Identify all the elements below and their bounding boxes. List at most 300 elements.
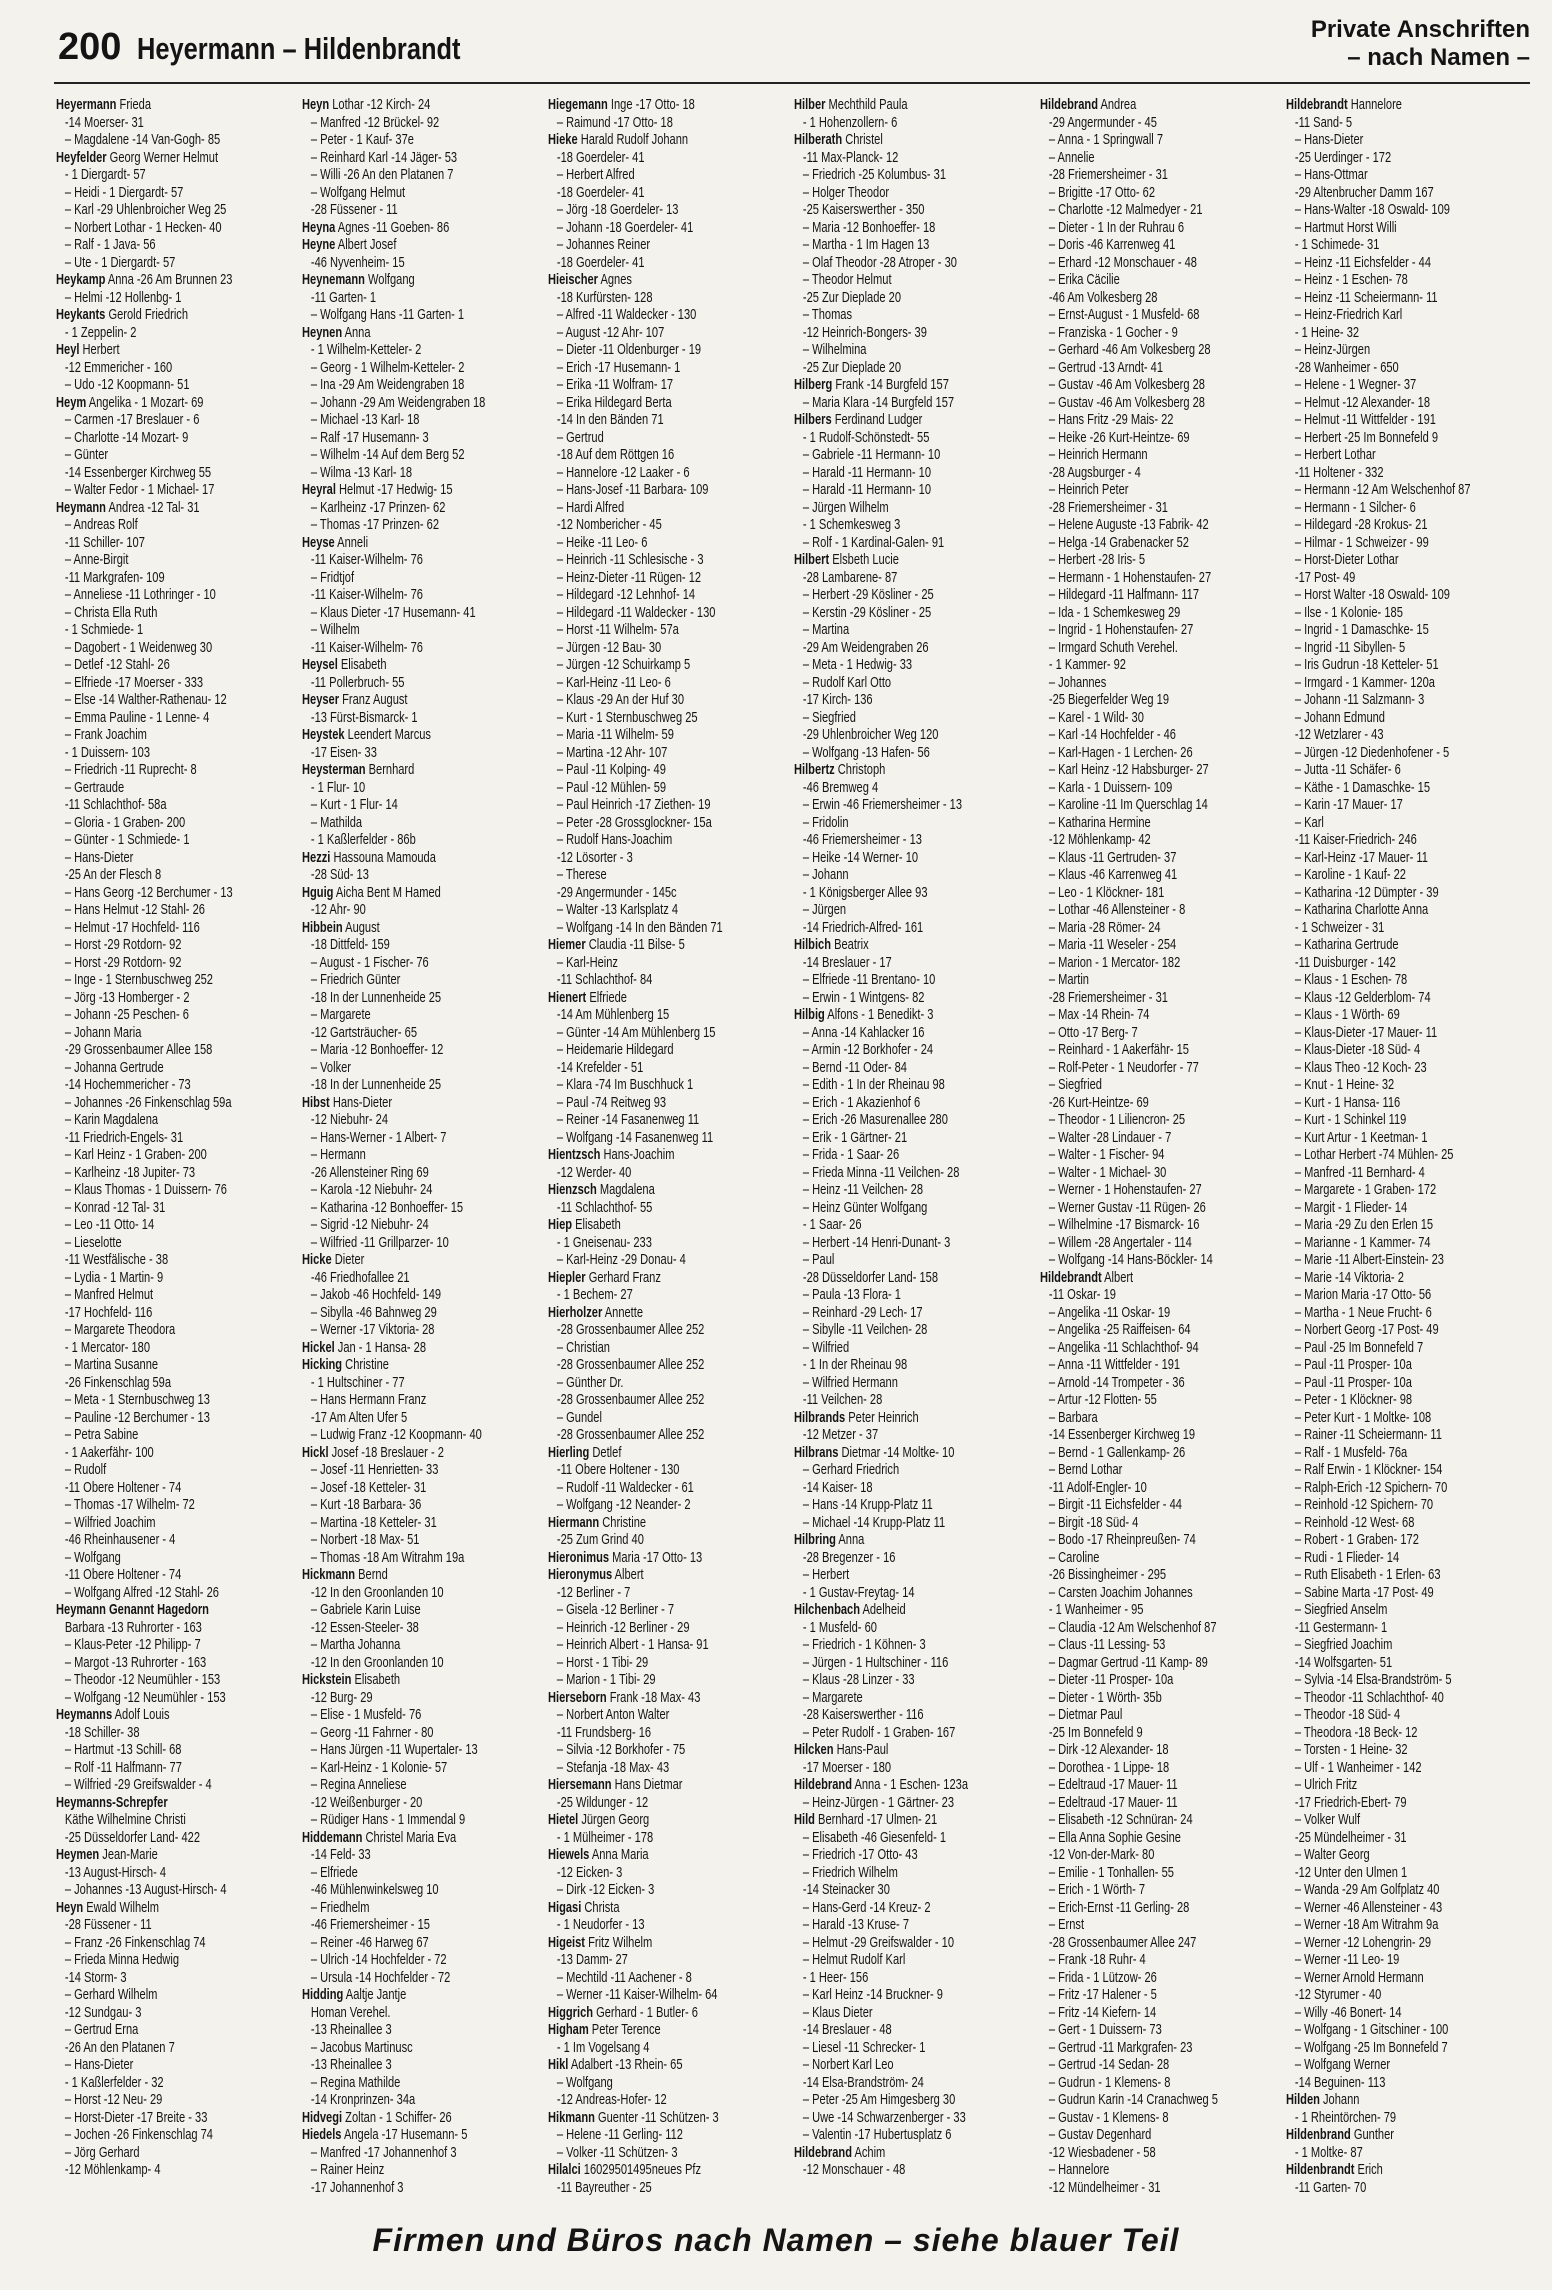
- entry-subline: – Martina -12 Ahr- 107: [556, 743, 668, 761]
- directory-entry: [302, 1671, 544, 1689]
- entry-subline: – Margot -13 Ruhrorter - 163: [64, 1653, 207, 1671]
- entry-subline: – August -12 Ahr- 107: [556, 323, 665, 341]
- entry-subline: - 1 Duissern- 103: [64, 743, 151, 761]
- entry-subline: – Horst -29 Rotdorn- 92: [64, 953, 182, 971]
- entry-subline: -14 Kronprinzen- 34a: [310, 2091, 416, 2108]
- entry-subline: -26 Finkenschlag 59a: [64, 1373, 172, 1391]
- surname: Hicking: [302, 1356, 343, 1373]
- directory-entry: [302, 481, 544, 499]
- entry-subline: -17 Johannenhof 3: [310, 2178, 404, 2196]
- entry-subline: – Rolf - 1 Kardinal-Galen- 91: [802, 533, 945, 551]
- entry-subline: – Caroline: [1048, 1548, 1100, 1566]
- entry-subline: – Elfriede -11 Brentano- 10: [802, 971, 936, 988]
- entry-subline: -11 Holtener - 332: [1294, 463, 1384, 481]
- entry-subline: -13 Fürst-Bismarck- 1: [310, 708, 418, 726]
- entry-subline: – Heike -26 Kurt-Heintze- 69: [1048, 428, 1190, 446]
- entry-subline: – Friedrich -11 Ruprecht- 8: [64, 761, 197, 778]
- entry-detail: Leendert Marcus: [344, 726, 431, 743]
- entry-subline: – Margarete Theodora: [64, 1321, 176, 1338]
- surname: Hilbers: [794, 411, 832, 428]
- entry-subline: – Magdalene -14 Van-Gogh- 85: [64, 131, 221, 148]
- entry-subline: – Klaus - 1 Wörth- 69: [1294, 1006, 1400, 1023]
- entry-subline: -17 Post- 49: [1294, 568, 1356, 586]
- entry-subline: – Maria -29 Zu den Erlen 15: [1294, 1216, 1434, 1233]
- directory-entry: [548, 1899, 790, 1917]
- entry-detail: Anna -26 Am Brunnen 23: [105, 271, 233, 288]
- directory-entry: [1040, 96, 1282, 114]
- entry-subline: – Angelika -11 Schlachthof- 94: [1048, 1338, 1199, 1356]
- entry-detail: Andrea -12 Tal- 31: [105, 498, 200, 516]
- directory-entry: [1286, 2126, 1528, 2144]
- entry-subline: – Arnold -14 Trompeter - 36: [1048, 1373, 1185, 1391]
- entry-subline: – Iris Gudrun -18 Ketteler- 51: [1294, 656, 1439, 673]
- entry-subline: -11 Schlachthof- 84: [556, 971, 653, 988]
- entry-subline: – Helmi -12 Hollenbg- 1: [64, 288, 182, 306]
- entry-subline: – Fritz -17 Halener - 5: [1048, 1986, 1157, 2003]
- entry-detail: Anna: [342, 323, 371, 341]
- entry-subline: – Peter Kurt - 1 Moltke- 108: [1294, 1408, 1432, 1426]
- entry-subline: – Horst -29 Rotdorn- 92: [64, 936, 182, 953]
- entry-subline: – Claus -11 Lessing- 53: [1048, 1636, 1166, 1653]
- entry-subline: -28 Kaiserswerther - 116: [802, 1706, 924, 1723]
- entry-subline: – Maria -28 Römer- 24: [1048, 918, 1161, 936]
- entry-subline: – Jürgen -12 Schuirkamp 5: [556, 656, 691, 673]
- entry-subline: - 1 Kaßlerfelder - 86b: [310, 831, 416, 848]
- entry-subline: – Katharina -12 Bonhoeffer- 15: [310, 1198, 464, 1216]
- entry-subline: – Hermann: [310, 1146, 366, 1163]
- entry-detail: Jan - 1 Hansa- 28: [334, 1338, 427, 1356]
- entry-subline: – Ingrid - 1 Hohenstaufen- 27: [1048, 621, 1194, 638]
- entry-subline: – Regina Mathilde: [310, 2073, 401, 2091]
- entry-detail: Christine: [342, 1356, 389, 1373]
- directory-entry: [56, 96, 298, 114]
- surname: Heyn: [302, 96, 330, 113]
- entry-subline: - 1 Im Vogelsang 4: [556, 2038, 650, 2056]
- directory-entry: [302, 1566, 544, 1584]
- listing-column: [548, 96, 790, 2196]
- entry-subline: – Wilfried Joachim: [64, 1513, 156, 1531]
- entry-subline: – Hildegard -12 Lehnhof- 14: [556, 586, 696, 603]
- entry-subline: – Hans-Ottmar: [1294, 166, 1368, 183]
- entry-subline: – Johann: [802, 866, 849, 883]
- directory-entry: [1286, 2091, 1528, 2109]
- surname: Hientzsch: [548, 1146, 601, 1163]
- entry-subline: – Inge - 1 Sternbuschweg 252: [64, 971, 213, 988]
- entry-subline: – Friedrich -25 Kolumbus- 31: [802, 166, 947, 183]
- entry-subline: – Erich - 1 Wörth- 7: [1048, 1881, 1146, 1898]
- entry-subline: – Friedrich Wilhelm: [802, 1863, 898, 1881]
- entry-subline: – Fridolin: [802, 813, 849, 831]
- entry-subline: – Theodor Helmut: [802, 271, 892, 288]
- entry-subline: – Olaf Theodor -28 Atroper - 30: [802, 253, 957, 271]
- directory-entry: [302, 1094, 544, 1112]
- entry-subline: – Hans-Dieter: [64, 2056, 134, 2073]
- entry-subline: -14 In den Bänden 71: [556, 411, 664, 428]
- entry-subline: – Reinhard Karl -14 Jäger- 53: [310, 148, 458, 166]
- directory-entry: [56, 149, 298, 167]
- surname: Hildebrandt: [1040, 1268, 1102, 1286]
- entry-subline: -25 Zur Dieplade 20: [802, 288, 901, 306]
- entry-subline: - 1 Hultschiner - 77: [310, 1373, 405, 1391]
- entry-subline: -14 Breslauer - 48: [802, 2021, 892, 2038]
- surname: Heymann: [56, 498, 106, 516]
- entry-subline: -12 Heinrich-Bongers- 39: [802, 323, 927, 341]
- entry-subline: – Hartmut Horst Willi: [1294, 218, 1397, 236]
- surname: Hikmann: [548, 2108, 595, 2126]
- entry-subline: – Herbert -14 Henri-Dunant- 3: [802, 1233, 951, 1251]
- surname: Heysterman: [302, 761, 366, 778]
- entry-subline: -12 Lösorter - 3: [556, 848, 633, 866]
- entry-subline: – Johannes: [1048, 673, 1107, 691]
- surname: Heyse: [302, 533, 335, 551]
- entry-subline: – Manfred -17 Johannenhof 3: [310, 2143, 457, 2161]
- entry-subline: – Manfred -11 Bernhard- 4: [1294, 1163, 1425, 1181]
- entry-subline: -17 Kirch- 136: [802, 691, 873, 708]
- surname: Hiep: [548, 1216, 573, 1233]
- entry-subline: -14 Feld- 33: [310, 1846, 371, 1863]
- surname: Hieke: [548, 131, 578, 148]
- directory-entry: [548, 1304, 790, 1322]
- entry-subline: – Torsten - 1 Heine- 32: [1294, 1741, 1408, 1758]
- entry-subline: – Anna - 1 Springwall 7: [1048, 131, 1164, 148]
- entry-subline: – Barbara: [1048, 1408, 1098, 1426]
- entry-subline: -12 Berliner - 7: [556, 1583, 631, 1601]
- surname: Heyn: [56, 1898, 84, 1916]
- entry-subline: -14 Beguinen- 113: [1294, 2073, 1386, 2091]
- entry-subline: – Johann -25 Peschen- 6: [64, 1006, 189, 1023]
- entry-subline: – Christian: [556, 1338, 610, 1356]
- entry-subline: – Kurt - 1 Schinkel 119: [1294, 1111, 1407, 1128]
- directory-entry: [302, 656, 544, 674]
- entry-subline: – Anna -11 Wittfelder - 191: [1048, 1356, 1181, 1373]
- entry-subline: – Heinz-Dieter -11 Rügen- 12: [556, 568, 702, 586]
- entry-subline: – Ulrich -14 Hochfelder - 72: [310, 1951, 447, 1968]
- entry-subline: – Wolfgang Hans -11 Garten- 1: [310, 306, 465, 323]
- surname: Higgrich: [548, 2003, 594, 2021]
- listing-column: [302, 96, 544, 2196]
- entry-subline: -14 Kaiser- 18: [802, 1478, 873, 1496]
- directory-entry: [548, 1689, 790, 1707]
- entry-subline: -25 Biegerfelder Weg 19: [1048, 691, 1170, 708]
- entry-subline: – Werner -17 Viktoria- 28: [310, 1321, 435, 1338]
- entry-subline: – Peter -25 Am Himgesberg 30: [802, 2091, 956, 2108]
- entry-subline: - 1 Flur- 10: [310, 778, 366, 796]
- entry-subline: – Heidemarie Hildegard: [556, 1041, 674, 1058]
- entry-detail: Anna: [835, 1531, 865, 1548]
- entry-detail: Adalbert -13 Rhein- 65: [568, 2056, 683, 2073]
- entry-subline: – Therese: [556, 866, 607, 883]
- entry-subline: – Hilmar - 1 Schweizer - 99: [1294, 533, 1429, 551]
- entry-subline: -12 Mündelheimer - 31: [1048, 2178, 1161, 2196]
- entry-subline: – Edith - 1 In der Rheinau 98: [802, 1076, 945, 1093]
- entry-subline: – Reinhard -29 Lech- 17: [802, 1303, 923, 1321]
- surname: Hilbig: [794, 1006, 825, 1023]
- entry-detail: Helmut -17 Hedwig- 15: [335, 481, 453, 498]
- entry-subline: – Ralf - 1 Java- 56: [64, 236, 156, 253]
- entry-subline: – Walter - 1 Michael- 30: [1048, 1163, 1167, 1181]
- listing-columns: [56, 96, 1532, 2196]
- entry-subline: -18 Schiller- 38: [64, 1723, 140, 1741]
- entry-subline: – Dietmar Paul: [1048, 1706, 1123, 1723]
- entry-subline: -12 Burg- 29: [310, 1688, 373, 1706]
- surname: Hierseborn: [548, 1688, 607, 1706]
- surname: Hieronymus: [548, 1566, 613, 1583]
- entry-subline: – Wilma -13 Karl- 18: [310, 463, 413, 481]
- entry-subline: – Norbert Georg -17 Post- 49: [1294, 1321, 1439, 1338]
- entry-subline: – Josef -11 Henrietten- 33: [310, 1461, 439, 1478]
- entry-subline: -14 Friedrich-Alfred- 161: [802, 918, 924, 936]
- entry-subline: – Johann -18 Goerdeler- 41: [556, 218, 694, 236]
- entry-subline: – Heinz Günter Wolfgang: [802, 1198, 928, 1216]
- entry-subline: – Reinhold -12 Spichern- 70: [1294, 1496, 1434, 1513]
- directory-entry: [302, 1444, 544, 1462]
- entry-detail: Bernhard -17 Ulmen- 21: [814, 1811, 938, 1828]
- entry-subline: – Hans-Josef -11 Barbara- 109: [556, 481, 709, 498]
- entry-detail: Detlef: [589, 1443, 622, 1461]
- entry-subline: – Michael -14 Krupp-Platz 11: [802, 1513, 946, 1531]
- entry-subline: – Hildegard -11 Halfmann- 117: [1048, 586, 1200, 603]
- entry-subline: – Irmgard Schuth Verehel.: [1048, 638, 1178, 656]
- entry-subline: – Theodor -11 Schlachthof- 40: [1294, 1688, 1444, 1706]
- surname: Hilbert: [794, 551, 830, 568]
- entry-subline: – Emma Pauline - 1 Lenne- 4: [64, 708, 210, 726]
- entry-detail: Claudia -11 Bilse- 5: [585, 936, 685, 953]
- entry-subline: – Karel - 1 Wild- 30: [1048, 708, 1144, 726]
- entry-subline: – Sabine Marta -17 Post- 49: [1294, 1583, 1434, 1601]
- entry-subline: - 1 Neudorfer - 13: [556, 1916, 645, 1933]
- entry-subline: – Marion - 1 Tibi- 29: [556, 1671, 656, 1688]
- entry-subline: – Dieter - 1 Wörth- 35b: [1048, 1688, 1162, 1706]
- entry-subline: -29 Angermunder - 145c: [556, 883, 677, 901]
- entry-subline: – Wilhelm: [310, 621, 360, 638]
- entry-subline: – Hans-Gerd -14 Kreuz- 2: [802, 1898, 931, 1916]
- entry-subline: -14 Hochemmericher - 73: [64, 1076, 191, 1093]
- entry-subline: – Karl -29 Uhlenbroicher Weg 25: [64, 201, 227, 218]
- entry-subline: – Gudrun Karin -14 Cranachweg 5: [1048, 2091, 1218, 2108]
- entry-subline: -29 Angermunder - 45: [1048, 113, 1157, 131]
- entry-subline: – Erich -26 Masurenallee 280: [802, 1111, 948, 1128]
- entry-subline: – Dirk -12 Eicken- 3: [556, 1881, 655, 1898]
- directory-entry: [548, 1934, 790, 1952]
- entry-subline: -28 Grossenbaumer Allee 247: [1048, 1933, 1197, 1951]
- entry-subline: – Gertrud Erna: [64, 2021, 139, 2038]
- entry-subline: – Johann Maria: [64, 1023, 142, 1041]
- surname: Hieischer: [548, 271, 598, 288]
- entry-detail: Hassouna Mamouda: [330, 848, 436, 866]
- directory-entry: [548, 989, 790, 1007]
- directory-entry: [794, 1006, 1036, 1024]
- entry-subline: – Jürgen -12 Diedenhofener - 5: [1294, 743, 1450, 761]
- surname: Hilbrands: [794, 1408, 846, 1426]
- entry-subline: -11 Bayreuther - 25: [556, 2178, 652, 2196]
- header-rule: [54, 82, 1530, 84]
- entry-detail: Elisabeth: [351, 1671, 401, 1688]
- surname: Heyral: [302, 481, 336, 498]
- entry-subline: – Karl-Heinz -17 Mauer- 11: [1294, 848, 1428, 866]
- entry-subline: -17 Friedrich-Ebert- 79: [1294, 1793, 1407, 1811]
- entry-subline: – Kurt - 1 Sternbuschweg 25: [556, 708, 698, 726]
- entry-subline: – Klaus -11 Gertruden- 37: [1048, 848, 1177, 866]
- directory-entry: [548, 936, 790, 954]
- entry-subline: -46 Mühlenwinkelsweg 10: [310, 1881, 439, 1898]
- entry-subline: – Erich-Ernst -11 Gerling- 28: [1048, 1898, 1190, 1916]
- surname: Hiemer: [548, 936, 586, 953]
- entry-subline: – Gertraude: [64, 778, 125, 796]
- surname: Heynen: [302, 323, 343, 341]
- entry-subline: – Frank -18 Ruhr- 4: [1048, 1951, 1146, 1968]
- surname: Heymanns-Schrepfer: [56, 1793, 168, 1811]
- entry-subline: – Hildegard -28 Krokus- 21: [1294, 516, 1428, 533]
- entry-detail: Agnes: [597, 271, 632, 288]
- entry-subline: – Karl-Hagen - 1 Lerchen- 26: [1048, 743, 1193, 761]
- entry-subline: – Herbert -28 Iris- 5: [1048, 551, 1146, 568]
- entry-subline: – Gudrun - 1 Klemens- 8: [1048, 2073, 1171, 2091]
- entry-subline: – Heike -11 Leo- 6: [556, 533, 648, 551]
- directory-entry: [794, 376, 1036, 394]
- entry-subline: – Knut - 1 Heine- 32: [1294, 1076, 1395, 1093]
- entry-subline: – Elfriede -17 Moerser - 333: [64, 673, 204, 691]
- entry-subline: – Katharina Gertrude: [1294, 936, 1399, 953]
- entry-subline: – Alfred -11 Waldecker - 130: [556, 306, 697, 323]
- entry-subline: – Kerstin -29 Kösliner - 25: [802, 603, 932, 621]
- entry-subline: – Heinz - 1 Eschen- 78: [1294, 271, 1408, 288]
- entry-subline: - 1 Saar- 26: [802, 1216, 862, 1233]
- surname: Hilberath: [794, 131, 843, 148]
- entry-subline: -25 Zur Dieplade 20: [802, 358, 901, 376]
- entry-detail: Dietmar -14 Moltke- 10: [838, 1443, 955, 1461]
- surname: Hidding: [302, 1986, 344, 2003]
- surname: Hierholzer: [548, 1303, 603, 1321]
- entry-subline: – Erich - 1 Akazienhof 6: [802, 1093, 921, 1111]
- entry-subline: -11 Max-Planck- 12: [802, 148, 899, 166]
- entry-detail: Dieter: [331, 1251, 365, 1268]
- entry-subline: - 1 Gustav-Freytag- 14: [802, 1583, 915, 1601]
- surname: Hildebrand: [1040, 96, 1098, 113]
- surname: Hiegemann: [548, 96, 608, 113]
- surname: Heysel: [302, 656, 338, 673]
- directory-entry: [302, 1829, 544, 1847]
- entry-subline: – Horst -11 Wilhelm- 57a: [556, 621, 679, 638]
- entry-subline: – Lothar Herbert -74 Mühlen- 25: [1294, 1146, 1454, 1163]
- entry-detail: Frank -14 Burgfeld 157: [832, 376, 949, 393]
- entry-subline: – Marie -14 Viktoria- 2: [1294, 1268, 1404, 1286]
- surname: Hguig: [302, 883, 334, 901]
- entry-subline: -11 Garten- 70: [1294, 2178, 1367, 2196]
- entry-subline: – Erika -11 Wolfram- 17: [556, 376, 674, 393]
- footer-note: Firmen und Büros nach Namen – siehe blauer Teil: [372, 2222, 1180, 2258]
- entry-subline: – Ernst: [1048, 1916, 1085, 1933]
- entry-subline: – Karl -14 Hochfelder - 46: [1048, 726, 1176, 743]
- directory-entry: [1040, 1269, 1282, 1287]
- entry-subline: – Rudolf -11 Waldecker - 61: [556, 1478, 694, 1496]
- surname: Heykants: [56, 306, 106, 323]
- directory-entry: [794, 1776, 1036, 1794]
- entry-detail: Hans-Dieter: [329, 1093, 393, 1111]
- entry-detail: Christoph: [834, 761, 886, 778]
- entry-subline: – Paul -12 Mühlen- 59: [556, 778, 667, 796]
- entry-subline: – Martina: [802, 621, 850, 638]
- entry-subline: – Martha - 1 Im Hagen 13: [802, 236, 930, 253]
- entry-subline: -25 Düsseldorfer Land- 422: [64, 1828, 201, 1846]
- entry-subline: -46 Friemersheimer - 15: [310, 1916, 430, 1933]
- entry-subline: -11 Schlachthof- 55: [556, 1198, 653, 1216]
- entry-subline: – Sylvia -14 Elsa-Brandström- 5: [1294, 1671, 1452, 1688]
- surname: Hickel: [302, 1338, 335, 1356]
- entry-subline: -14 Storm- 3: [64, 1968, 127, 1986]
- entry-subline: -18 Goerdeler- 41: [556, 183, 645, 201]
- entry-subline: – Klaus -29 An der Huf 30: [556, 691, 684, 708]
- entry-subline: – Margarete: [310, 1006, 371, 1023]
- directory-entry: [548, 1181, 790, 1199]
- entry-subline: – Klaus Theo -12 Koch- 23: [1294, 1058, 1427, 1076]
- directory-entry: [302, 1356, 544, 1374]
- entry-subline: – Elisabeth -46 Giesenfeld- 1: [802, 1828, 947, 1846]
- entry-subline: – Thomas: [802, 306, 853, 323]
- entry-subline: -18 Kurfürsten- 128: [556, 288, 653, 306]
- surname: Hicke: [302, 1251, 332, 1268]
- entry-subline: -12 Ahr- 90: [310, 901, 366, 918]
- entry-subline: – Walter - 1 Fischer- 94: [1048, 1146, 1165, 1163]
- directory-entry: [302, 849, 544, 867]
- surname: Hezzi: [302, 848, 331, 866]
- entry-detail: Anna Maria: [589, 1846, 649, 1863]
- entry-subline: – Heidi - 1 Diergardt- 57: [64, 183, 184, 201]
- entry-subline: -14 Krefelder - 51: [556, 1058, 644, 1076]
- entry-subline: -12 Wetzlarer - 43: [1294, 726, 1384, 743]
- directory-entry: [548, 2109, 790, 2127]
- entry-detail: Adolf Louis: [112, 1706, 170, 1723]
- entry-subline: Homan Verehel.: [310, 2003, 391, 2021]
- entry-subline: - 1 Mercator- 180: [64, 1338, 151, 1356]
- entry-subline: – Kurt - 1 Flur- 14: [310, 796, 398, 813]
- entry-subline: -13 August-Hirsch- 4: [64, 1863, 167, 1881]
- entry-subline: – Heinz-Jürgen: [1294, 341, 1371, 358]
- surname: Hickstein: [302, 1671, 352, 1688]
- directory-entry: [302, 96, 544, 114]
- entry-subline: – Karl: [1294, 813, 1324, 831]
- surname: Hiersemann: [548, 1776, 612, 1793]
- entry-subline: – Willy -46 Bonert- 14: [1294, 2003, 1402, 2021]
- entry-subline: – Gustav Degenhard: [1048, 2126, 1152, 2143]
- entry-subline: -18 Auf dem Röttgen 16: [556, 446, 675, 463]
- entry-subline: – Dieter - 1 In der Ruhrau 6: [1048, 218, 1184, 236]
- entry-detail: Fritz Wilhelm: [585, 1933, 653, 1951]
- entry-subline: – Helene -11 Gerling- 112: [556, 2126, 683, 2143]
- entry-detail: Jean-Marie: [99, 1846, 158, 1863]
- entry-subline: – Pauline -12 Berchumer - 13: [64, 1408, 210, 1426]
- entry-subline: – Horst - 1 Tibi- 29: [556, 1653, 649, 1671]
- entry-subline: – Hermann -12 Am Welschenhof 87: [1294, 481, 1471, 498]
- entry-subline: -28 Friemersheimer - 31: [1048, 498, 1168, 516]
- entry-subline: -26 Kurt-Heintze- 69: [1048, 1093, 1149, 1111]
- entry-subline: – Theodor -18 Süd- 4: [1294, 1706, 1401, 1723]
- entry-detail: Aaltje Jantje: [343, 1986, 407, 2003]
- entry-subline: – Gerhard -46 Am Volkesberg 28: [1048, 341, 1211, 358]
- entry-subline: – Maria -11 Wilhelm- 59: [556, 726, 674, 743]
- entry-subline: -12 Metzer - 37: [802, 1426, 879, 1443]
- entry-subline: – Volker: [310, 1058, 351, 1076]
- entry-subline: – Hans-Dieter: [1294, 131, 1364, 148]
- entry-subline: -28 Grossenbaumer Allee 252: [556, 1356, 705, 1373]
- entry-subline: – Fridtjof: [310, 568, 355, 586]
- entry-subline: – Dagmar Gertrud -11 Kamp- 89: [1048, 1653, 1208, 1671]
- entry-subline: – Hermann - 1 Silcher- 6: [1294, 498, 1416, 516]
- entry-detail: Angela -17 Husemann- 5: [341, 2126, 468, 2143]
- surname: Hickmann: [302, 1566, 356, 1583]
- entry-subline: -11 Pollerbruch- 55: [310, 673, 405, 691]
- directory-entry: [548, 1269, 790, 1287]
- entry-subline: – Jörg -13 Homberger - 2: [64, 988, 190, 1006]
